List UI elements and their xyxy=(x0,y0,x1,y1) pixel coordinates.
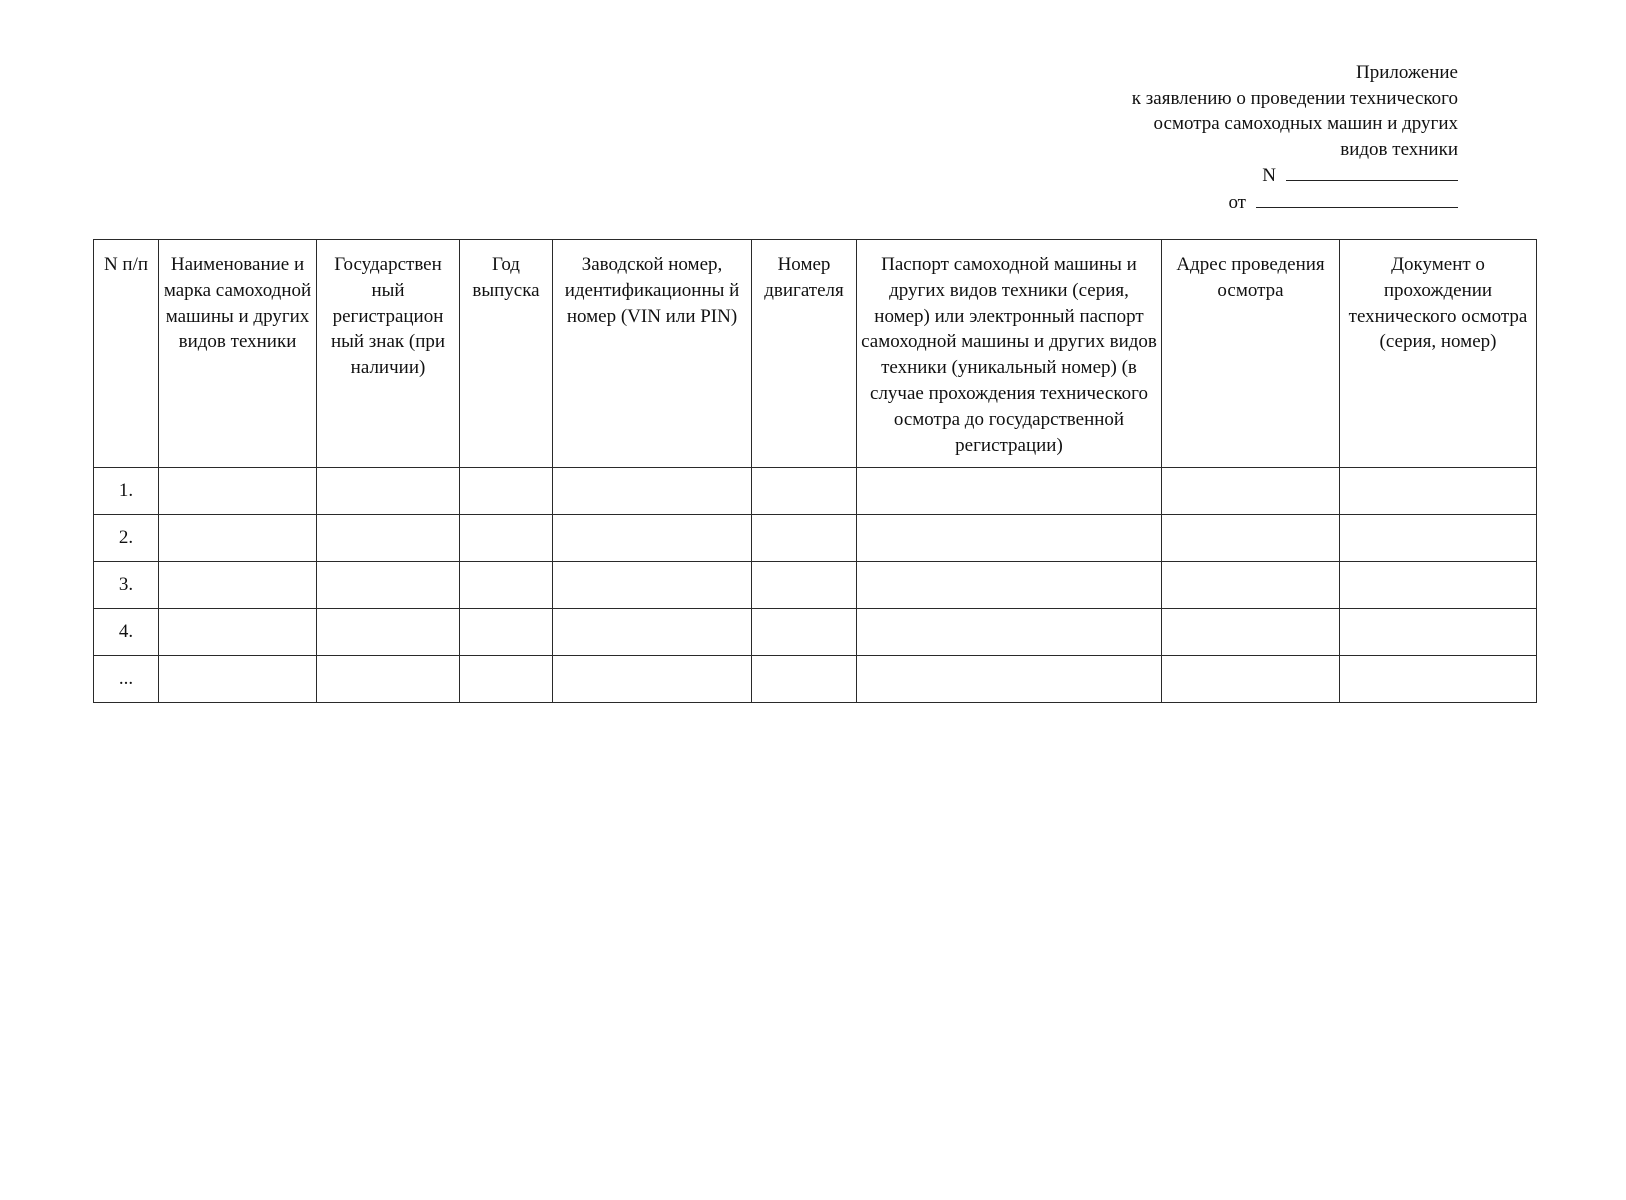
cell-inspection-address[interactable] xyxy=(1162,609,1340,656)
header-row xyxy=(94,240,1537,468)
table-row xyxy=(94,562,1537,609)
cell-passport[interactable] xyxy=(857,656,1162,703)
header-passport: Паспорт самоходной машины и других видов техники (серия, номер) или электронный паспорт самоходной машины и других видов техники (уникальный номер) (в случае прохождения технического осмотра до государственной регистрации) xyxy=(857,240,1162,468)
cell-name-and-brand[interactable] xyxy=(159,468,317,515)
cell-inspection-address[interactable] xyxy=(1162,656,1340,703)
cell-year[interactable] xyxy=(460,562,553,609)
cell-engine-number[interactable] xyxy=(752,515,857,562)
row-number: 4. xyxy=(94,609,159,656)
table-row xyxy=(94,656,1537,703)
appendix-header xyxy=(978,60,1458,215)
cell-inspection-document[interactable] xyxy=(1340,468,1537,515)
appendix-title: Приложение xyxy=(1356,62,1458,83)
table-row xyxy=(94,515,1537,562)
header-inspection-address: Адрес проведения осмотра xyxy=(1162,240,1340,468)
cell-inspection-address[interactable] xyxy=(1162,562,1340,609)
header-year: Год выпуска xyxy=(460,240,553,468)
cell-inspection-address[interactable] xyxy=(1162,515,1340,562)
header-number: N п/п xyxy=(94,240,159,468)
cell-year[interactable] xyxy=(460,468,553,515)
header-registration-plate: Государствен ный регистрацион ный знак (при наличии) xyxy=(317,240,460,468)
cell-serial-vin[interactable] xyxy=(553,656,752,703)
row-number: ... xyxy=(94,656,159,703)
cell-passport[interactable] xyxy=(857,515,1162,562)
cell-inspection-document[interactable] xyxy=(1340,609,1537,656)
cell-name-and-brand[interactable] xyxy=(159,656,317,703)
cell-passport[interactable] xyxy=(857,468,1162,515)
cell-passport[interactable] xyxy=(857,609,1162,656)
cell-inspection-document[interactable] xyxy=(1340,515,1537,562)
row-number: 3. xyxy=(94,562,159,609)
appendix-line-3: видов техники xyxy=(1340,138,1458,160)
cell-name-and-brand[interactable] xyxy=(159,515,317,562)
number-field-row xyxy=(978,162,1458,189)
cell-passport[interactable] xyxy=(857,562,1162,609)
cell-registration-plate[interactable] xyxy=(317,656,460,703)
row-number: 1. xyxy=(94,468,159,515)
cell-name-and-brand[interactable] xyxy=(159,562,317,609)
cell-registration-plate[interactable] xyxy=(317,562,460,609)
header-name-and-brand: Наименование и марка самоходной машины и других видов техники xyxy=(159,240,317,468)
cell-inspection-document[interactable] xyxy=(1340,656,1537,703)
cell-registration-plate[interactable] xyxy=(317,515,460,562)
cell-registration-plate[interactable] xyxy=(317,468,460,515)
cell-year[interactable] xyxy=(460,609,553,656)
cell-engine-number[interactable] xyxy=(752,609,857,656)
table-row xyxy=(94,468,1537,515)
cell-engine-number[interactable] xyxy=(752,468,857,515)
cell-registration-plate[interactable] xyxy=(317,609,460,656)
header-inspection-document: Документ о прохождении технического осмотра (серия, номер) xyxy=(1340,240,1537,468)
row-number: 2. xyxy=(94,515,159,562)
cell-engine-number[interactable] xyxy=(752,656,857,703)
date-label: от xyxy=(1228,191,1246,213)
cell-serial-vin[interactable] xyxy=(553,468,752,515)
cell-serial-vin[interactable] xyxy=(553,515,752,562)
appendix-line-1: к заявлению о проведении технического xyxy=(1131,87,1458,109)
appendix-line-2: осмотра самоходных машин и других xyxy=(1153,113,1458,134)
date-blank-line[interactable] xyxy=(1256,189,1458,208)
cell-serial-vin[interactable] xyxy=(553,562,752,609)
header-serial-vin: Заводской номер, идентификационны й номер (VIN или PIN) xyxy=(553,240,752,468)
cell-engine-number[interactable] xyxy=(752,562,857,609)
table-row xyxy=(94,609,1537,656)
cell-year[interactable] xyxy=(460,656,553,703)
number-label: N xyxy=(1262,165,1276,186)
number-blank-line[interactable] xyxy=(1286,162,1458,181)
cell-inspection-document[interactable] xyxy=(1340,562,1537,609)
cell-year[interactable] xyxy=(460,515,553,562)
machinery-register-table xyxy=(93,239,1537,703)
cell-name-and-brand[interactable] xyxy=(159,609,317,656)
cell-inspection-address[interactable] xyxy=(1162,468,1340,515)
header-engine-number: Номер двигателя xyxy=(752,240,857,468)
date-field-row xyxy=(978,189,1458,216)
cell-serial-vin[interactable] xyxy=(553,609,752,656)
